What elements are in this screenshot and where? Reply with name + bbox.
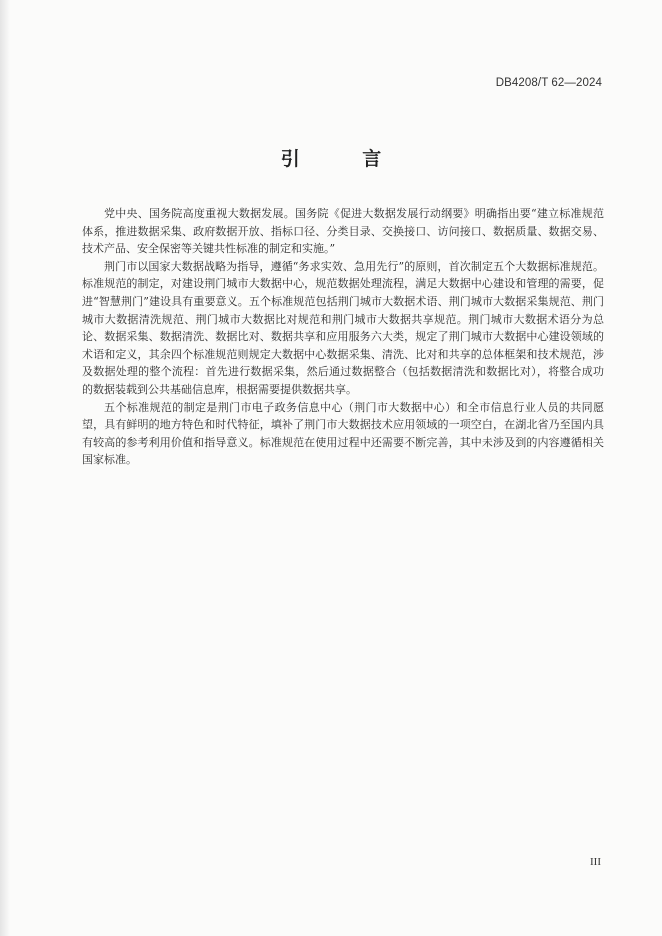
paragraph-1: 党中央、国务院高度重视大数据发展。国务院《促进大数据发展行动纲要》明确指出要“建立标准规范体系，推进数据采集、政府数据开放、指标口径、分类目录、交换接口、访问接口、数据质量、数据交易、技术产品、安全保密等关键共性标准的制定和实施。” [82,207,604,256]
paragraph-2: 荆门市以国家大数据战略为指导，遵循“务求实效、急用先行”的原则，首次制定五个大数据标准规范。标准规范的制定，对建设荆门城市大数据中心，规范数据处理流程，满足大数据中心建设和管理的需要，促进“智慧荆门”建设具有重要意义。五个标准规范包括荆门城市大数据术语、荆门城市大数据采集规范、荆门城市大数据清洗规范、荆门城市大数据比对规范和荆门城市大数据共享规范。荆门城市大数据术语分为总论、数据采集、数据清洗、数据比对、数据共享和应用服务六大类，规定了荆门城市大数据中心建设领域的术语和定义，其余四个标准规范则规定大数据中心数据采集、清洗、比对和共享的总体框架和技术规范，涉及数据处理的整个流程：首先进行数据采集，然后通过数据整合（包括数据清洗和数据比对），将整合成功的数据装载到公共基础信息库，根据需要提供数据共享。 [82,259,604,396]
page-title: 引 言 [280,148,410,170]
page-edge-shadow [0,0,10,936]
paragraph-3: 五个标准规范的制定是荆门市电子政务信息中心（荆门市大数据中心）和全市信息行业人员的共同愿望，具有鲜明的地方特色和时代特征，填补了荆门市大数据技术应用领域的一项空白，在湖北省乃至国内具有较高的参考利用价值和指导意义。标准规范在使用过程中还需要不断完善，其中未涉及到的内容遵循相关国家标准。 [82,400,604,467]
body-text [82,205,604,469]
document-code: DB4208/T 62—2024 [495,77,602,89]
page-number: III [590,856,601,868]
